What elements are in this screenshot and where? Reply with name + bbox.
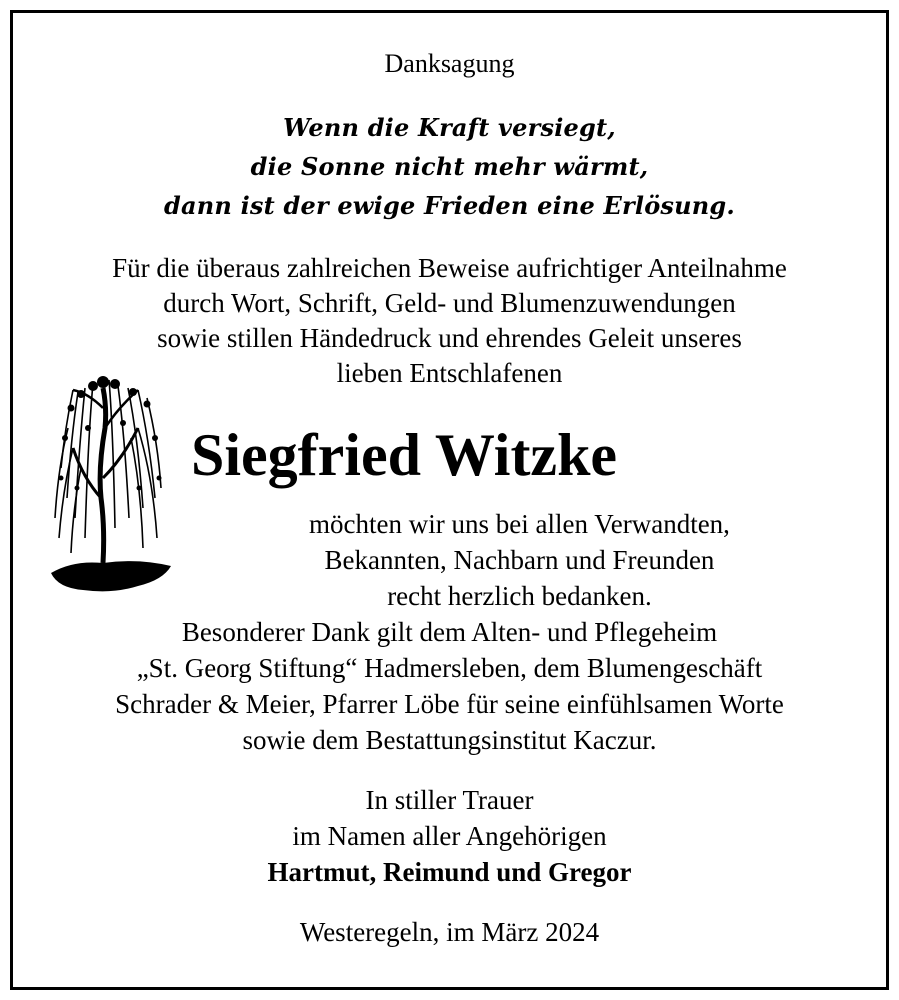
deceased-name: Siegfried Witzke bbox=[191, 422, 618, 488]
intro-line-4: lieben Entschlafenen bbox=[336, 358, 563, 388]
intro-line-3: sowie stillen Händedruck und ehrendes Geleit unseres bbox=[157, 323, 742, 353]
intro-line-1: Für die überaus zahlreichen Beweise aufrichtiger Anteilnahme bbox=[112, 253, 787, 283]
heading: Danksagung bbox=[384, 49, 515, 78]
thanks-line-3: recht herzlich bedanken. bbox=[387, 581, 652, 611]
thanks-line-7: sowie dem Bestattungsinstitut Kaczur. bbox=[242, 725, 657, 755]
verse-line-2: die Sonne nicht mehr wärmt, bbox=[250, 152, 649, 181]
verse-line-3: dann ist der ewige Frieden eine Erlösung. bbox=[164, 191, 735, 220]
place-date: Westeregeln, im März 2024 bbox=[299, 917, 600, 947]
thanks-line-5: „St. Georg Stiftung“ Hadmersleben, dem Blumengeschäft bbox=[136, 653, 763, 683]
verse-line-1: Wenn die Kraft versiegt, bbox=[283, 113, 616, 142]
family-names: Hartmut, Reimund und Gregor bbox=[267, 857, 632, 887]
thanks-line-1: möchten wir uns bei allen Verwandten, bbox=[309, 509, 730, 539]
thanks-line-2: Bekannten, Nachbarn und Freunden bbox=[324, 545, 715, 575]
intro-line-2: durch Wort, Schrift, Geld- und Blumenzuwendungen bbox=[163, 288, 736, 318]
thanks-line-4: Besonderer Dank gilt dem Alten- und Pflegeheim bbox=[181, 617, 718, 647]
mourning-line-1: In stiller Trauer bbox=[365, 785, 534, 815]
thanks-line-6: Schrader & Meier, Pfarrer Löbe für seine einfühlsamen Worte bbox=[115, 689, 784, 719]
mourning-line-2: im Namen aller Angehörigen bbox=[292, 821, 607, 851]
obituary-notice bbox=[10, 10, 889, 990]
